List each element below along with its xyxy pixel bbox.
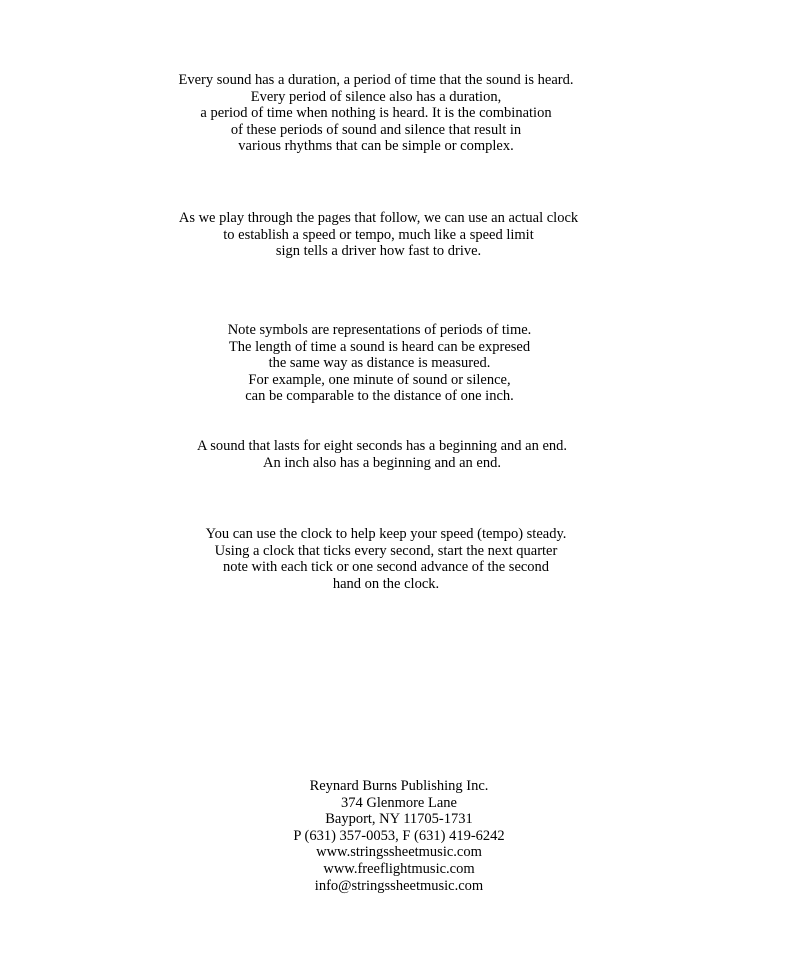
paragraph-beginning-end xyxy=(180,438,584,471)
text-line: Every period of silence also has a duration, xyxy=(250,88,502,105)
text-line: of these periods of sound and silence that result in xyxy=(230,121,522,138)
text-line: Every sound has a duration, a period of time that the sound is heard. xyxy=(178,72,574,88)
website-link: www.freeflightmusic.com xyxy=(323,860,475,877)
text-line: a period of time when nothing is heard. It is the combination xyxy=(200,105,552,122)
text-line: An inch also has a beginning and an end. xyxy=(263,454,501,471)
text-line: For example, one minute of sound or silence, xyxy=(248,371,511,388)
text-line: to establish a speed or tempo, much like a speed limit xyxy=(223,226,534,243)
text-line: The length of time a sound is heard can be expresed xyxy=(228,338,531,355)
text-line: Using a clock that ticks every second, start the next quarter xyxy=(214,542,558,559)
street-address: 374 Glenmore Lane xyxy=(341,794,457,811)
text-line: the same way as distance is measured. xyxy=(268,355,491,372)
text-line: can be comparable to the distance of one inch. xyxy=(245,388,514,405)
email-address: info@stringssheetmusic.com xyxy=(314,877,484,894)
text-line: hand on the clock. xyxy=(332,575,440,592)
company-name: Reynard Burns Publishing Inc. xyxy=(309,778,489,794)
text-line: note with each tick or one second advance of the second xyxy=(222,559,550,576)
text-line: sign tells a driver how fast to drive. xyxy=(275,243,482,260)
publisher-contact xyxy=(280,778,518,894)
text-line: Note symbols are representations of periods of time. xyxy=(227,322,532,338)
text-line: As we play through the pages that follow, we can use an actual clock xyxy=(178,210,579,226)
paragraph-clock-steady xyxy=(190,526,582,592)
text-line: You can use the clock to help keep your speed (tempo) steady. xyxy=(205,526,567,542)
text-line: various rhythms that can be simple or complex. xyxy=(238,138,514,155)
website-link: www.stringssheetmusic.com xyxy=(316,844,482,861)
city-state-zip: Bayport, NY 11705-1731 xyxy=(325,811,473,828)
phone-fax: P (631) 357-0053, F (631) 419-6242 xyxy=(293,827,505,844)
paragraph-note-symbols xyxy=(212,322,547,405)
paragraph-clock-tempo xyxy=(163,210,594,260)
text-line: A sound that lasts for eight seconds has a beginning and an end. xyxy=(196,438,568,454)
paragraph-sound-duration xyxy=(163,72,589,155)
